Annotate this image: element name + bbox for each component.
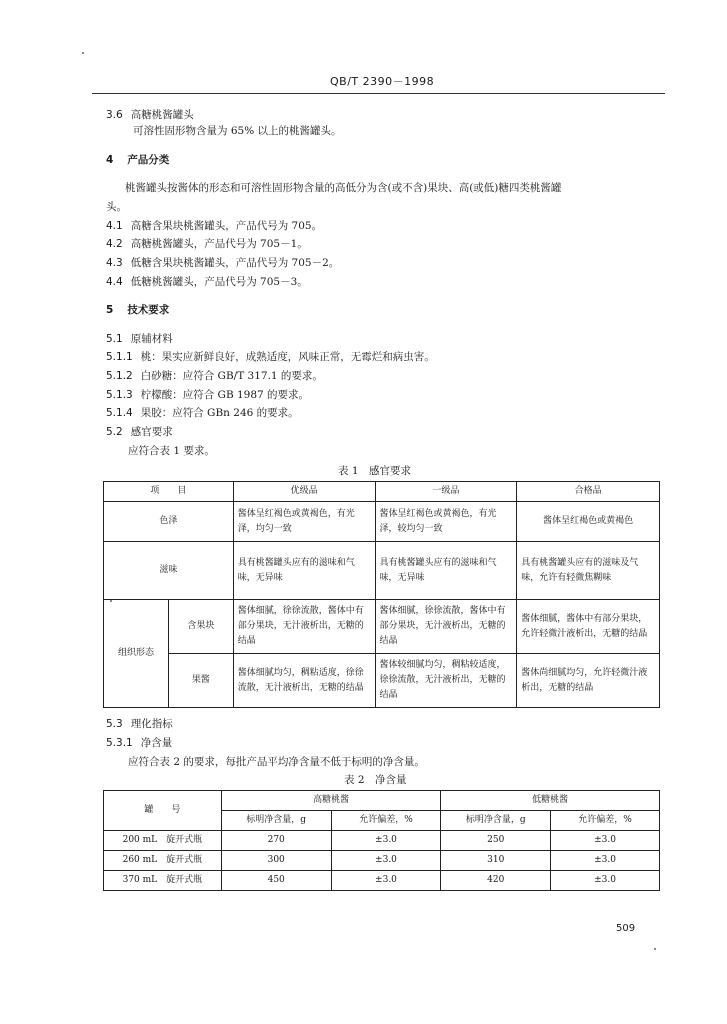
section-5-2-body: 应符合表 1 要求。: [128, 445, 215, 457]
cell: 酱体细腻，徐徐流散，酱体中有部分果块，无汁液析出，无糖的结晶: [375, 600, 517, 654]
cell: 300: [221, 851, 331, 871]
table-row: [104, 502, 660, 542]
row-label-color: 色泽: [104, 502, 234, 542]
cell: 酱体呈红褐色或黄褐色: [517, 502, 660, 542]
section-4-4: 4.4 低糖桃酱罐头，产品代号为 705－3。: [106, 276, 308, 288]
cell: 具有桃酱罐头应有的滋味及气味，允许有轻微焦糊味: [517, 542, 660, 600]
net-content-table: [103, 790, 660, 891]
cell: 酱体呈红褐色或黄褐色，有光泽，较均匀一致: [375, 502, 517, 542]
cell: 酱体较细腻均匀，稠粘较适度，徐徐流散，无汁液析出，无糖的结晶: [375, 654, 517, 708]
section-4-1: 4.1 高糖含果块桃酱罐头，产品代号为 705。: [106, 220, 323, 232]
cell: ±3.0: [331, 851, 441, 871]
table-row: [104, 791, 660, 811]
table1-header-excellent: 优级品: [233, 482, 375, 502]
table-row: [104, 542, 660, 600]
table2-subheader-net: 标明净含量，g: [441, 811, 551, 831]
section-5-3: 5.3 理化指标: [106, 718, 173, 730]
cell: 370 mL 旋开式瓶: [104, 871, 222, 891]
table-row: [104, 654, 660, 708]
table2-subheader-tol: 允许偏差，%: [331, 811, 441, 831]
cell: 270: [221, 831, 331, 851]
scan-speck: [654, 948, 656, 950]
table2-caption: 表 2 净含量: [344, 774, 407, 786]
cell: ±3.0: [551, 871, 660, 891]
scan-speck: [110, 600, 112, 602]
cell: 250: [441, 831, 551, 851]
cell: ±3.0: [551, 851, 660, 871]
row-label-with-fruit: 含果块: [168, 600, 233, 654]
cell: 200 mL 旋开式瓶: [104, 831, 222, 851]
table2-header-high: 高糖桃酱: [221, 791, 441, 811]
header-rule: [92, 93, 665, 94]
cell: 酱体尚细腻均匀，允许轻微汁液析出，无糖的结晶: [517, 654, 660, 708]
section-5-3-1: 5.3.1 净含量: [106, 737, 173, 749]
section-5-1-2: 5.1.2 白砂糖：应符合 GB/T 317.1 的要求。: [106, 370, 323, 382]
table2-header-low: 低糖桃酱: [441, 791, 660, 811]
section-5-1-1: 5.1.1 桃：果实应新鲜良好，成熟适度，风味正常，无霉烂和病虫害。: [106, 351, 435, 363]
cell: 具有桃酱罐头应有的滋味和气味，无异味: [375, 542, 517, 600]
cell: 酱体细腻，徐徐流散，酱体中有部分果块，无汁液析出，无糖的结晶: [233, 600, 375, 654]
cell: 310: [441, 851, 551, 871]
cell: ±3.0: [331, 871, 441, 891]
section-5-2: 5.2 感官要求: [106, 426, 173, 438]
section-5-3-1-body: 应符合表 2 的要求，每批产品平均净含量不低于标明的净含量。: [128, 756, 425, 768]
section-3-6-body: 可溶性固形物含量为 65% 以上的桃酱罐头。: [133, 125, 342, 137]
section-5-1-4: 5.1.4 果胶：应符合 GBn 246 的要求。: [106, 407, 299, 419]
section-3-6: 3.6 高糖桃酱罐头: [106, 109, 194, 121]
table2-header-type: 罐 号: [104, 791, 222, 831]
table-row: [104, 482, 660, 502]
section-4-body: 桃酱罐头按酱体的形态和可溶性固形物含量的高低分为含(或不含)果块、高(或低)糖四类桃酱罐: [125, 182, 562, 194]
table-row: [104, 851, 660, 871]
section-5-1: 5.1 原辅材料: [106, 333, 173, 345]
sensory-table: [103, 481, 660, 708]
cell: 420: [441, 871, 551, 891]
section-5-heading: 5 技术要求: [106, 304, 170, 316]
section-4-body-cont: 头。: [106, 201, 127, 213]
cell: 260 mL 旋开式瓶: [104, 851, 222, 871]
table1-header-qualified: 合格品: [517, 482, 660, 502]
section-4-2: 4.2 高糖桃酱罐头，产品代号为 705－1。: [106, 238, 308, 250]
cell: ±3.0: [551, 831, 660, 851]
cell: 酱体细腻，酱体中有部分果块，允许轻微汁液析出，无糖的结晶: [517, 600, 660, 654]
row-label-paste: 果酱: [168, 654, 233, 708]
table2-subheader-tol: 允许偏差，%: [551, 811, 660, 831]
table1-header-first: 一级品: [375, 482, 517, 502]
row-label-taste: 滋味: [104, 542, 234, 600]
table-row: [104, 600, 660, 654]
scan-speck: [82, 52, 84, 54]
standard-code-header: QB/T 2390－1998: [330, 75, 435, 88]
cell: 具有桃酱罐头应有的滋味和气味，无异味: [233, 542, 375, 600]
table1-caption: 表 1 感官要求: [338, 465, 412, 477]
cell: 酱体细腻均匀，稠粘适度，徐徐流散，无汁液析出，无糖的结晶: [233, 654, 375, 708]
page-number: 509: [616, 923, 636, 934]
section-5-1-3: 5.1.3 柠檬酸：应符合 GB 1987 的要求。: [106, 389, 310, 401]
table-row: [104, 831, 660, 851]
table2-subheader-net: 标明净含量，g: [221, 811, 331, 831]
section-4-3: 4.3 低糖含果块桃酱罐头，产品代号为 705－2。: [106, 257, 340, 269]
cell: 450: [221, 871, 331, 891]
section-4-heading: 4 产品分类: [106, 154, 170, 166]
table-row: [104, 871, 660, 891]
cell: ±3.0: [331, 831, 441, 851]
table1-header-item: 项 目: [104, 482, 234, 502]
row-label-tissue: 组织形态: [104, 600, 169, 708]
cell: 酱体呈红褐色或黄褐色，有光泽，均匀一致: [233, 502, 375, 542]
